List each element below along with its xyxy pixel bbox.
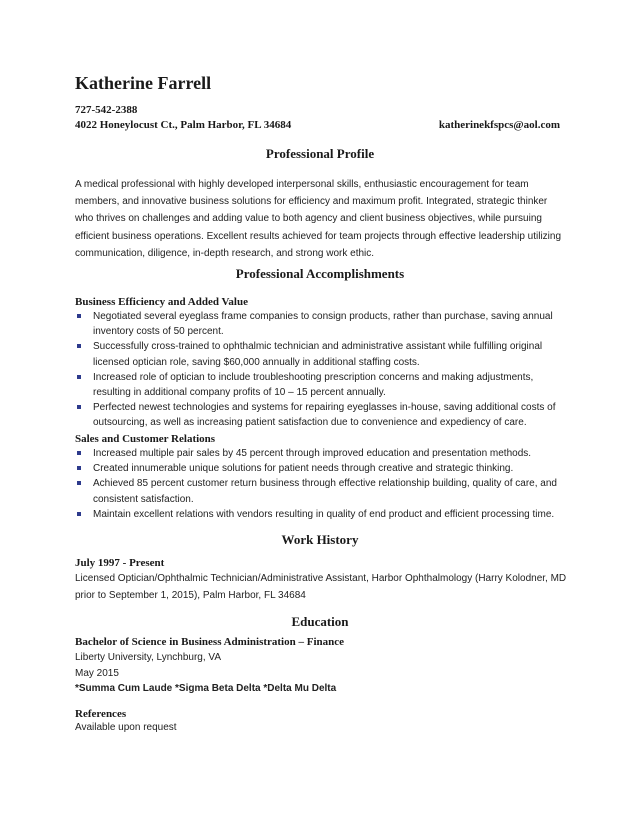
- square-bullet-icon: [77, 405, 81, 409]
- bullet-list-business-efficiency: [75, 309, 565, 431]
- profile-paragraph: A medical professional with highly developed interpersonal skills, enthusiastic encouragement for team members, and innovative business solutions for efficiency and maximum profit. Integrated, strategic thinker who thrives on challenges and adding value to both agency and client business objectives, while pursuing efficient business operations. Excellent results achieved for team projects through effective leadership utilizing communication, diligence, in-depth research, and strong work ethic.: [75, 179, 562, 259]
- square-bullet-icon: [77, 512, 81, 516]
- list-item: Maintain excellent relations with vendors resulting in quality of end product and efficient processing time.: [75, 507, 565, 522]
- education-school: Liberty University, Lynchburg, VA: [75, 652, 221, 663]
- section-title-profile: Professional Profile: [265, 146, 375, 161]
- section-title-education: Education: [291, 614, 349, 629]
- work-position-line-1: Licensed Optician/Ophthalmic Technician/Administrative Assistant, Harbor Ophthalmology (Harry Kolodner, MD: [75, 573, 567, 584]
- bullet-list-sales-customer-relations: [75, 446, 565, 522]
- square-bullet-icon: [77, 314, 81, 318]
- education-degree: Bachelor of Science in Business Administration – Finance: [75, 636, 345, 648]
- education-honors: *Summa Cum Laude *Sigma Beta Delta *Delta Mu Delta: [75, 683, 337, 694]
- candidate-name: Katherine Farrell: [75, 73, 212, 93]
- list-item: Created innumerable unique solutions for patient needs through creative and strategic thinking.: [75, 461, 565, 476]
- email-address: katherinekfspcs@aol.com: [438, 119, 560, 131]
- references-heading: References: [75, 708, 127, 720]
- work-dates: July 1997 - Present: [75, 557, 165, 569]
- subheading-sales-customer-relations: Sales and Customer Relations: [75, 433, 216, 445]
- phone-number: 727-542-2388: [75, 104, 138, 116]
- contact-row: [75, 119, 560, 131]
- references-text: Available upon request: [75, 722, 177, 733]
- address: 4022 Honeylocust Ct., Palm Harbor, FL 34684: [75, 119, 292, 131]
- list-item: Increased multiple pair sales by 45 percent through improved education and presentation methods.: [75, 446, 565, 461]
- section-title-accomplishments: Professional Accomplishments: [235, 266, 405, 281]
- education-date: May 2015: [75, 668, 119, 679]
- list-item: Achieved 85 percent customer return business through effective relationship building, quality of care, and consistent satisfaction.: [75, 476, 565, 506]
- subheading-business-efficiency: Business Efficiency and Added Value: [75, 296, 248, 308]
- work-position-line-2: prior to September 1, 2015), Palm Harbor, FL 34684: [75, 590, 306, 601]
- square-bullet-icon: [77, 466, 81, 470]
- square-bullet-icon: [77, 344, 81, 348]
- list-item: Increased role of optician to include troubleshooting prescription concerns and making adjustments, resulting in additional company profits of 10 – 15 percent annually.: [75, 370, 565, 400]
- list-item: Negotiated several eyeglass frame companies to consign products, rather than purchase, saving annual inventory costs of 50 percent.: [75, 309, 565, 339]
- list-item: Perfected newest technologies and systems for repairing eyeglasses in-house, saving additional costs of outsourcing, as well as increasing patient satisfaction due to convenience and expediency of care.: [75, 400, 565, 430]
- list-item: Successfully cross-trained to ophthalmic technician and administrative assistant while fulfilling original licensed optician role, saving $60,000 annually in additional staffing costs.: [75, 339, 565, 369]
- section-title-work-history: Work History: [281, 532, 359, 547]
- square-bullet-icon: [77, 451, 81, 455]
- square-bullet-icon: [77, 375, 81, 379]
- square-bullet-icon: [77, 481, 81, 485]
